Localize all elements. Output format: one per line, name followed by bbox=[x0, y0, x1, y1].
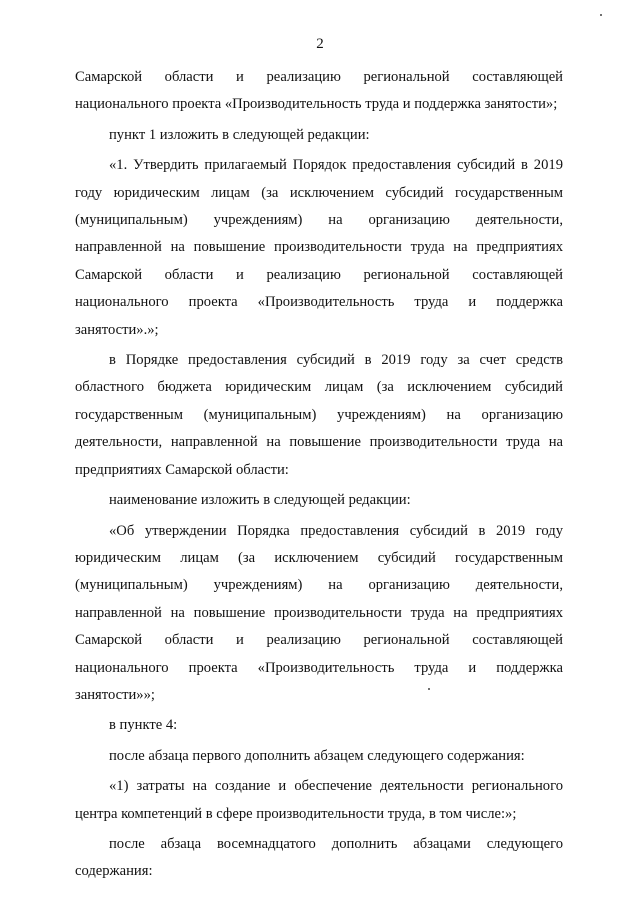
paragraph-name-instruction: наименование изложить в следующей редакции: bbox=[109, 492, 411, 509]
paragraph-continuation: Самарской области и реализацию региональной составляющей национального проекта «Производительность труда и поддержка занятости»; bbox=[75, 69, 563, 113]
paragraph-quoted-item-1: «1. Утвердить прилагаемый Порядок предоставления субсидий в 2019 году юридическим лицам (за исключением субсидий государственным (муниципальным) учреждениям) на организацию деятельности, направленной на повышение производительности труда на предприятиях Самарской области и реализацию региональной составляющей национального проекта «Производительность труда и поддержка занятости».»; bbox=[75, 157, 563, 338]
paragraph-add-after-eighteenth: после абзаца восемнадцатого дополнить абзацами следующего содержания: bbox=[75, 835, 563, 880]
document-body bbox=[75, 64, 563, 886]
paragraph-instruction: пункт 1 изложить в следующей редакции: bbox=[109, 126, 370, 143]
paragraph-add-after-first: после абзаца первого дополнить абзацем следующего содержания: bbox=[109, 747, 525, 764]
paragraph-procedure: в Порядке предоставления субсидий в 2019 году за счет средств областного бюджета юридическим лицам (за исключением субсидий государственным (муниципальным) учреждениям) на организацию деятельности, направленной на повышение производительности труда на предприятиях Самарской области: bbox=[75, 352, 563, 478]
paragraph-quoted-costs: «1) затраты на создание и обеспечение деятельности регионального центра компетенций в сфере производительности труда, в том числе:»; bbox=[75, 778, 563, 822]
paragraph-point-4: в пункте 4: bbox=[109, 717, 178, 734]
paragraph-quoted-title: «Об утверждении Порядка предоставления субсидий в 2019 году юридическим лицам (за исключением субсидий государственным (муниципальным) учреждениям) на организацию деятельности, направленной на повышение производительности труда на предприятиях Самарской области и реализацию региональной составляющей национального проекта «Производительность труда и поддержка занятости»»; bbox=[75, 522, 563, 703]
page-number: 2 bbox=[316, 36, 324, 52]
scan-speck bbox=[600, 14, 602, 16]
